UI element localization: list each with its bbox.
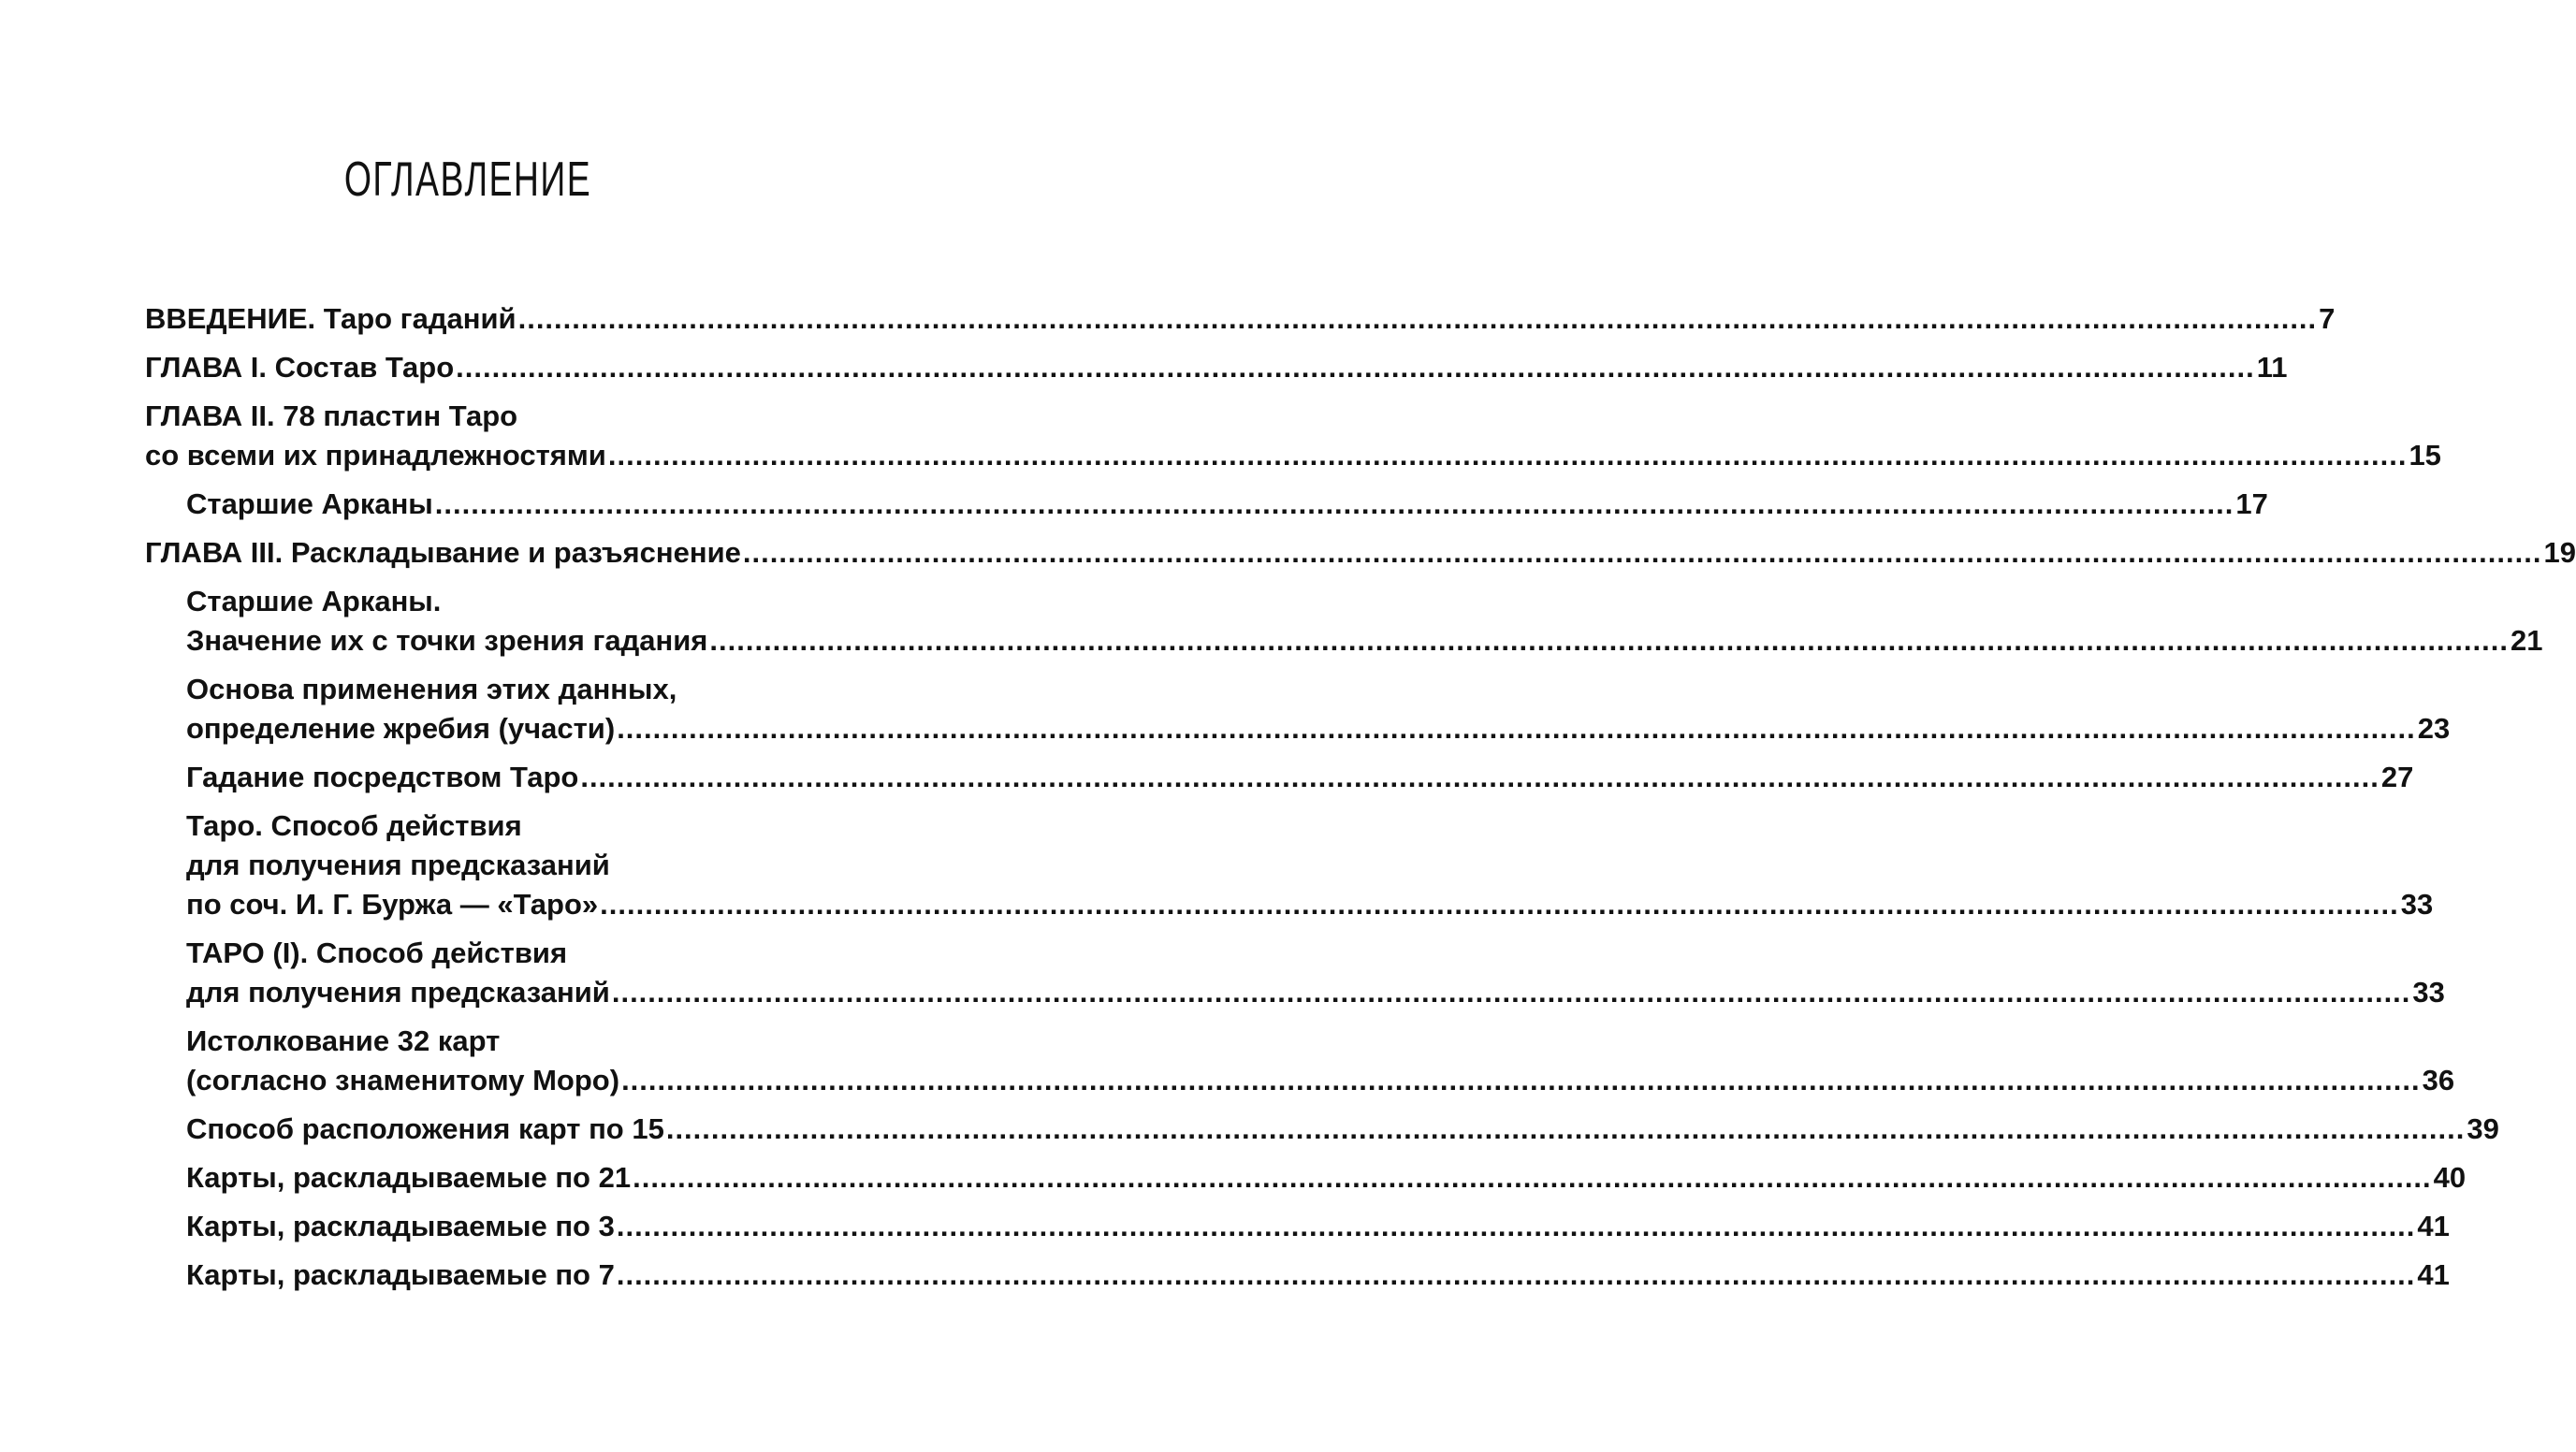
toc-entry-line xyxy=(186,758,2414,797)
dot-leader: ........................................................................................................................................................................................................ xyxy=(434,487,2234,520)
toc-page-number: 11 xyxy=(2256,351,2288,384)
toc-entry-line xyxy=(145,348,2288,387)
dot-leader: ........................................................................................................................................................................................................ xyxy=(580,761,2380,793)
toc-page-number: 21 xyxy=(2510,624,2543,657)
toc-entry-line xyxy=(186,846,819,885)
dot-leader: ........................................................................................................................................................................................................ xyxy=(517,302,2318,335)
toc-entry-text: Основа применения этих данных, xyxy=(186,673,677,705)
toc-entry-text: для получения предсказаний xyxy=(186,976,610,1009)
toc-entry[interactable] xyxy=(145,1110,2499,1149)
toc-entry-line xyxy=(186,1207,2450,1246)
dot-leader: ........................................................................................................................................................................................................ xyxy=(709,624,2509,657)
toc-entry-text: (согласно знаменитому Моро) xyxy=(186,1064,620,1096)
toc-page-number: 40 xyxy=(2433,1161,2467,1194)
toc-page-number: 41 xyxy=(2417,1258,2450,1291)
toc-entry[interactable] xyxy=(145,1158,2467,1198)
toc-entry-text: для получения предсказаний xyxy=(186,849,610,881)
toc-entry-line xyxy=(186,621,2543,661)
toc-entry-line xyxy=(186,806,819,846)
toc-page-number: 15 xyxy=(2409,439,2441,472)
toc-page-number: 41 xyxy=(2417,1210,2450,1242)
toc-entry-text: Карты, раскладываемые по 3 xyxy=(186,1210,615,1242)
toc-entry-line xyxy=(186,1256,2450,1295)
dot-leader: ........................................................................................................................................................................................................ xyxy=(616,1210,2416,1242)
toc-entry-line xyxy=(186,1061,2455,1100)
dot-leader: ........................................................................................................................................................................................................ xyxy=(616,1258,2416,1291)
toc-entry-text: Способ расположения карт по 15 xyxy=(186,1112,664,1145)
toc-entry-text: Значение их с точки зрения гадания xyxy=(186,624,708,657)
toc-entry[interactable] xyxy=(145,582,2543,661)
toc-entry-text: ГЛАВА III. Раскладывание и разъяснение xyxy=(145,536,741,569)
dot-leader: ........................................................................................................................................................................................................ xyxy=(617,712,2416,745)
dot-leader: ........................................................................................................................................................................................................ xyxy=(611,976,2411,1009)
toc-entry-line xyxy=(186,582,819,621)
toc-entry[interactable] xyxy=(145,348,2288,387)
toc-entry-line xyxy=(186,485,2268,524)
toc-entry-text: Гадание посредством Таро xyxy=(186,761,579,793)
toc-page-number: 36 xyxy=(2422,1064,2455,1096)
toc-entry-line xyxy=(186,1158,2467,1198)
toc-entry[interactable] xyxy=(145,758,2414,797)
toc-entry[interactable] xyxy=(145,1207,2450,1246)
dot-leader: ........................................................................................................................................................................................................ xyxy=(665,1112,2466,1145)
dot-leader: ........................................................................................................................................................................................................ xyxy=(742,536,2542,569)
toc-entry-line xyxy=(186,885,2434,924)
toc-entry[interactable] xyxy=(145,934,2445,1012)
toc-page-number: 7 xyxy=(2319,302,2336,335)
toc-entry-line xyxy=(186,1022,819,1061)
dot-leader: ........................................................................................................................................................................................................ xyxy=(456,351,2255,384)
toc-entry-text: Карты, раскладываемые по 7 xyxy=(186,1258,615,1291)
dot-leader: ........................................................................................................................................................................................................ xyxy=(600,888,2399,921)
toc-entry[interactable] xyxy=(145,1256,2450,1295)
toc-entry-line xyxy=(145,397,819,436)
toc-entry-text: ГЛАВА I. Состав Таро xyxy=(145,351,455,384)
dot-leader: ........................................................................................................................................................................................................ xyxy=(621,1064,2421,1096)
toc-entry-text: ГЛАВА II. 78 пластин Таро xyxy=(145,399,518,432)
toc-entry-line xyxy=(186,1110,2499,1149)
toc-entry-line xyxy=(186,934,819,973)
toc-page-number: 39 xyxy=(2467,1112,2499,1145)
toc-entry-line xyxy=(186,973,2445,1012)
toc-entry-line xyxy=(145,436,2441,475)
dot-leader: ........................................................................................................................................................................................................ xyxy=(607,439,2408,472)
toc-entry-text: определение жребия (участи) xyxy=(186,712,616,745)
toc-entry[interactable] xyxy=(145,485,2268,524)
toc-page-number: 33 xyxy=(2400,888,2434,921)
toc-page-number: 23 xyxy=(2417,712,2451,745)
toc-entry-line xyxy=(145,299,2336,339)
toc-entry[interactable] xyxy=(145,397,2441,475)
dot-leader: ........................................................................................................................................................................................................ xyxy=(633,1161,2432,1194)
toc-page-number: 19 xyxy=(2543,536,2576,569)
page-title: ОГЛАВЛЕНИЕ xyxy=(343,152,592,207)
toc-entry-line xyxy=(145,533,2576,573)
toc-entry[interactable] xyxy=(145,533,2576,573)
toc-entry-text: ВВЕДЕНИЕ. Таро гаданий xyxy=(145,302,517,335)
toc-page-number: 27 xyxy=(2380,761,2414,793)
toc-entry[interactable] xyxy=(145,1022,2455,1100)
toc-entry[interactable] xyxy=(145,299,2336,339)
toc-entry-line xyxy=(186,670,819,709)
toc-entry[interactable] xyxy=(145,670,2451,748)
toc-entry-line xyxy=(186,709,2451,748)
toc-entry[interactable] xyxy=(145,806,2434,924)
toc-entry-text: по соч. И. Г. Буржа — «Таро» xyxy=(186,888,599,921)
toc-page-number: 33 xyxy=(2412,976,2445,1009)
table-of-contents xyxy=(145,299,2576,1304)
toc-entry-text: Истолкование 32 карт xyxy=(186,1024,501,1057)
toc-entry-text: ТАРО (I). Способ действия xyxy=(186,937,568,969)
toc-page-number: 17 xyxy=(2235,487,2268,520)
toc-entry-text: Старшие Арканы. xyxy=(186,585,442,617)
toc-entry-text: Карты, раскладываемые по 21 xyxy=(186,1161,632,1194)
toc-entry-text: со всеми их принадлежностями xyxy=(145,439,606,472)
toc-entry-text: Старшие Арканы xyxy=(186,487,433,520)
toc-entry-text: Таро. Способ действия xyxy=(186,809,522,842)
